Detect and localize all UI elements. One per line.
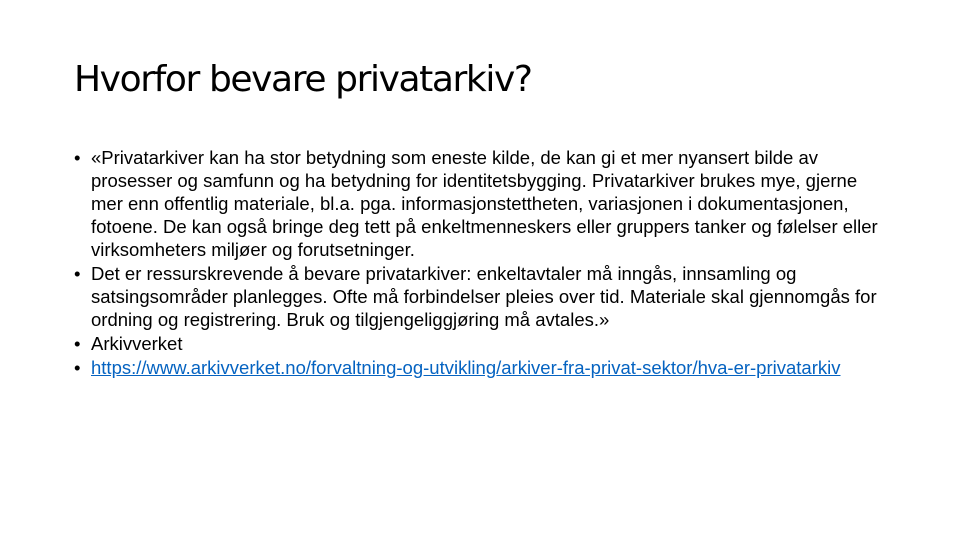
bullet-icon: • (74, 147, 81, 168)
bullet-icon: • (74, 263, 81, 284)
source-link[interactable]: https://www.arkivverket.no/forvaltning-og-utvikling/arkiver-fra-privat-sektor/hva-er-privatarkiv (91, 357, 841, 378)
bullet-list (74, 146, 894, 380)
bullet-item-quote-2 (74, 262, 894, 331)
bullet-text: Arkivverket (91, 333, 183, 354)
bullet-item-source (74, 332, 894, 355)
bullet-item-quote-1 (74, 146, 894, 261)
bullet-item-link (74, 356, 894, 379)
bullet-text: «Privatarkiver kan ha stor betydning som eneste kilde, de kan gi et mer nyansert bilde av prosesser og samfunn og ha betydning for identitetsbygging. Privatarkiver brukes mye, gjerne mer enn offentlig materiale, bl.a. pga. informasjonstettheten, variasjonen i dokumentasjonen, fotoene. De kan også bringe deg tett på enkeltmenneskers eller gruppers tanker og følelser eller virksomheters miljøer og forutsetninger. (91, 147, 878, 260)
slide-title: Hvorfor bevare privatarkiv? (74, 59, 532, 100)
bullet-icon: • (74, 333, 81, 354)
bullet-icon: • (74, 357, 81, 378)
bullet-text: Det er ressurskrevende å bevare privatarkiver: enkeltavtaler må inngås, innsamling og satsingsområder planlegges. Ofte må forbindelser pleies over tid. Materiale skal gjennomgås for ordning og registrering. Bruk og tilgjengeliggjøring må avtales.» (91, 263, 877, 330)
